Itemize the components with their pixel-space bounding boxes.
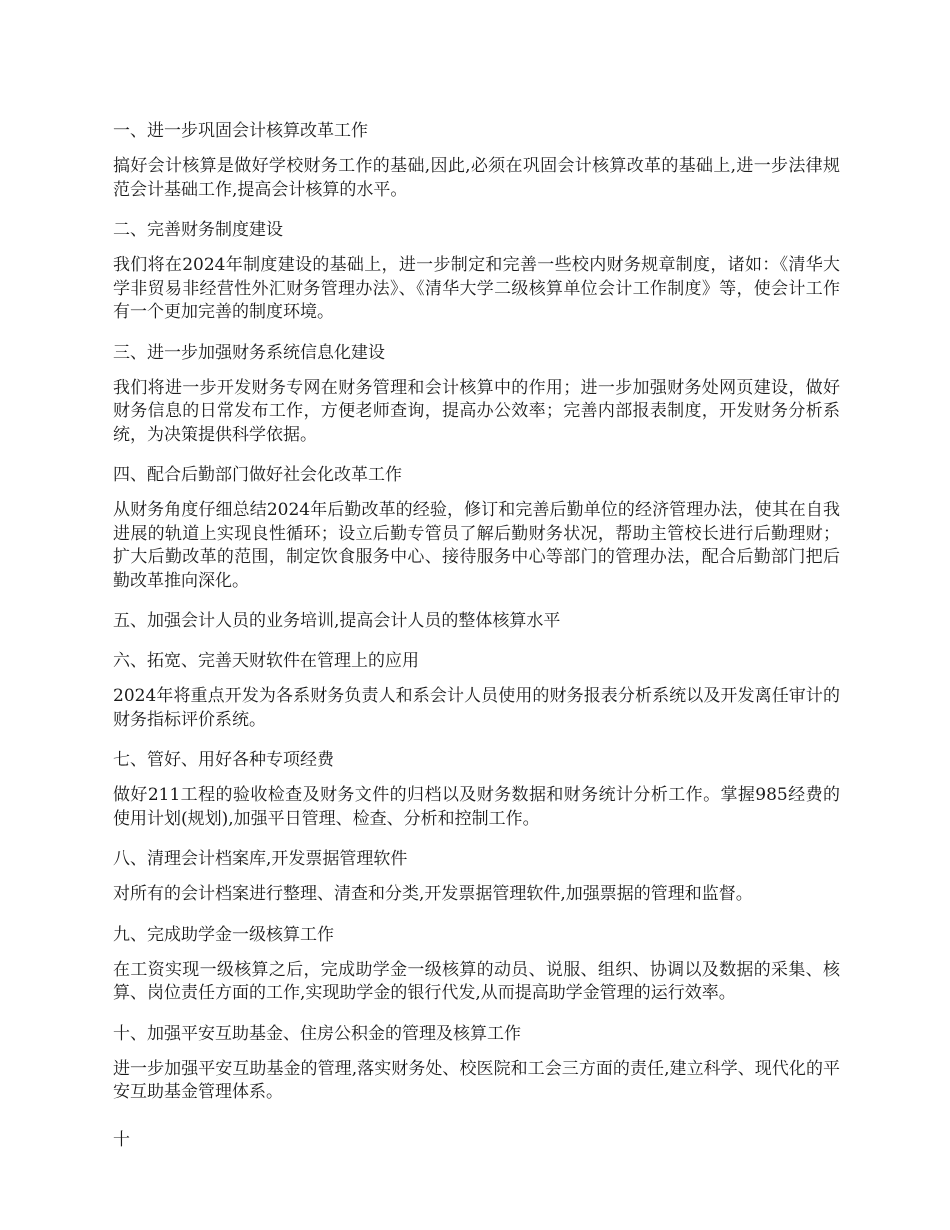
- section-8: [113, 848, 840, 907]
- section-paragraph: 在工资实现一级核算之后，完成助学金一级核算的动员、说服、组织、协调以及数据的采集、核算、岗位责任方面的工作,实现助学金的银行代发,从而提高助学金管理的运行效率。: [113, 959, 840, 1003]
- section-paragraph: 对所有的会计档案进行整理、清查和分类,开发票据管理软件,加强票据的管理和监督。: [113, 884, 753, 904]
- section-heading: 八、清理会计档案库,开发票据管理软件: [113, 849, 408, 869]
- section-1: [113, 120, 840, 202]
- section-paragraph: 我们将在2024年制度建设的基础上，进一步制定和完善一些校内财务规章制度，诸如：《清华大学非贸易非经营性外汇财务管理办法》、《清华大学二级核算单位会计工作制度》等，使会计工作有一个更加完善的制度环境。: [113, 255, 840, 322]
- section-6: [113, 650, 840, 732]
- section-heading: 九、完成助学金一级核算工作: [113, 924, 334, 945]
- section-paragraph: 从财务角度仔细总结2024年后勤改革的经验，修订和完善后勤单位的经济管理办法，使其在自我进展的轨道上实现良性循环；设立后勤专管员了解后勤财务状况，帮助主管校长进行后勤理财；扩大后勤改革的范围，制定饮食服务中心、接待服务中心等部门的管理办法，配合后勤部门把后勤改革推向深化。: [113, 500, 840, 591]
- section-heading: 三、进一步加强财务系统信息化建设: [113, 342, 385, 363]
- section-9: [113, 924, 840, 1006]
- section-7: [113, 749, 840, 831]
- section-heading: 四、配合后勤部门做好社会化改革工作: [113, 465, 402, 485]
- section-heading: 一、进一步巩固会计核算改革工作: [113, 121, 368, 141]
- section-10: [113, 1023, 840, 1105]
- section-paragraph: 进一步加强平安互助基金的管理,落实财务处、校医院和工会三方面的责任,建立科学、现代化的平安互助基金管理体系。: [113, 1058, 840, 1102]
- trailing-text: 十: [113, 1129, 130, 1150]
- section-4: [113, 464, 840, 593]
- section-heading: 六、拓宽、完善天财软件在管理上的应用: [113, 651, 419, 671]
- section-heading: 十、加强平安互助基金、住房公积金的管理及核算工作: [113, 1023, 521, 1044]
- document-page: [113, 120, 840, 1152]
- section-2: [113, 219, 840, 325]
- section-heading: 七、管好、用好各种专项经费: [113, 750, 334, 770]
- section-3: [113, 342, 840, 448]
- section-5: [113, 610, 840, 633]
- section-paragraph: 我们将进一步开发财务专网在财务管理和会计核算中的作用；进一步加强财务处网页建设，做好财务信息的日常发布工作，方便老师查询，提高办公效率；完善内部报表制度，开发财务分析系统，为决策提供科学依据。: [113, 377, 840, 445]
- section-paragraph: 做好211工程的验收检查及财务文件的归档以及财务数据和财务统计分析工作。掌握985经费的使用计划(规划),加强平日管理、检查、分析和控制工作。: [113, 785, 840, 829]
- section-paragraph: 2024年将重点开发为各系财务负责人和系会计人员使用的财务报表分析系统以及开发离任审计的财务指标评价系统。: [113, 686, 840, 730]
- section-paragraph: 搞好会计核算是做好学校财务工作的基础,因此,必须在巩固会计核算改革的基础上,进一步法律规范会计基础工作,提高会计核算的水平。: [113, 156, 840, 200]
- section-heading: 二、完善财务制度建设: [113, 220, 283, 240]
- section-heading: 五、加强会计人员的业务培训,提高会计人员的整体核算水平: [113, 611, 561, 631]
